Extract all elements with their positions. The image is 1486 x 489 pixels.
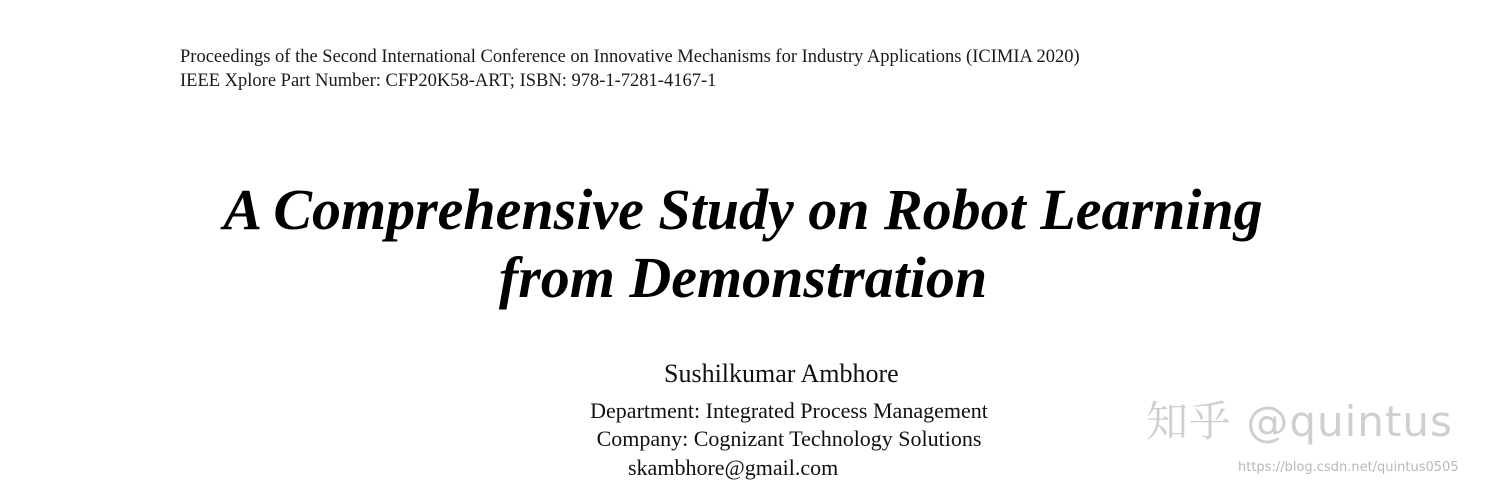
author-department: Department: Integrated Process Management: [590, 398, 988, 423]
paper-title: [0, 176, 1486, 312]
author-company: Company: Cognizant Technology Solutions: [596, 426, 982, 451]
paper-title-line-2: from Demonstration: [498, 245, 988, 310]
author-name: Sushilkumar Ambhore: [664, 359, 899, 388]
proceedings-header: [180, 45, 1080, 93]
author-affiliation: [560, 397, 1018, 453]
xplore-isbn-line: IEEE Xplore Part Number: CFP20K58-ART; ISBN: 978-1-7281-4167-1: [180, 71, 717, 91]
paper-title-line-1: A Comprehensive Study on Robot Learning: [223, 177, 1263, 242]
csdn-url-watermark: https://blog.csdn.net/quintus0505: [1238, 460, 1459, 475]
author-email: skambhore@gmail.com: [628, 455, 839, 480]
proceedings-line: Proceedings of the Second International Conference on Innovative Mechanisms for Industry Applications (ICIMIA 2020): [180, 47, 1080, 67]
zhihu-watermark: 知乎 @quintus: [1146, 397, 1453, 446]
